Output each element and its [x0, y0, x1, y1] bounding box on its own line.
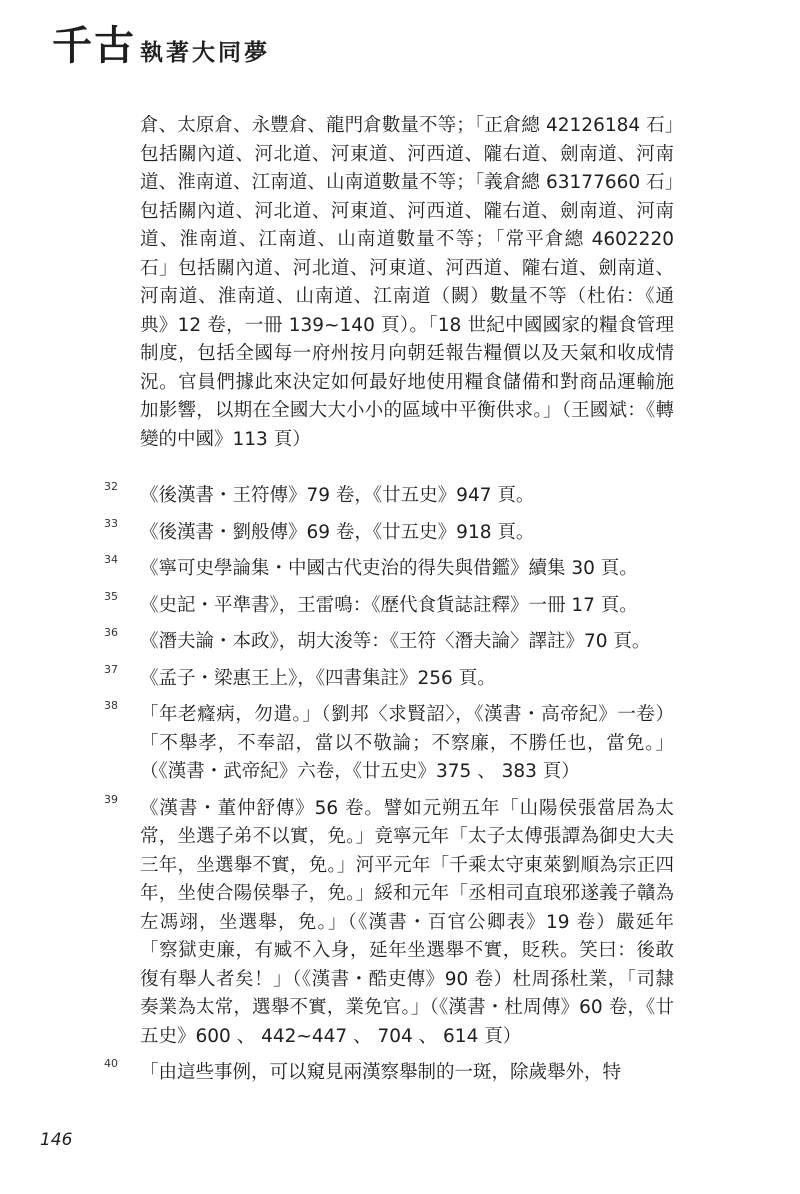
footnote-35: [0, 589, 800, 621]
footnote-text: 《漢書・董仲舒傳》56 卷。譬如元朔五年「山陽侯張當居為太常，坐選子弟不以實，免。」竟寧元年「太子太傅張譚為御史大夫三年，坐選舉不實，免。」河平元年「千乘太守東萊劉順為宗正四年，坐使合陽侯舉子，免。」綏和元年「丞相司直琅邪遂義子贛為左馮翊，坐選舉，免。」（《漢書・百官公卿表》19 卷）嚴延年「察獄吏廉，有臧不入身，延年坐選舉不實，貶秩。笑曰：後敢復有舉人者矣！」（《漢書・酷吏傳》90 卷）杜周孫杜業，「司隸奏業為太常，選舉不實，業免官。」（《漢書・杜周傳》60 卷，《廿五史》600 、 442~447 、 704 、 614 頁）: [140, 797, 674, 1047]
footnote-number: 32: [104, 480, 118, 493]
footnote-text: 「年老癃病，勿遣。」（劉邦〈求賢詔〉，《漢書・高帝紀》一卷）「不舉孝，不奉詔，當以不敬論；不察廉，不勝任也，當免。」（《漢書・武帝紀》六卷，《廿五史》375 、 383 頁）: [140, 704, 674, 782]
footnote-text: 《後漢書・劉般傳》69 卷，《廿五史》918 頁。: [140, 521, 535, 543]
header-title-sub: 執著大同夢: [140, 39, 270, 66]
footnote-number: 35: [104, 589, 118, 603]
footnote-text: 《後漢書・王符傳》79 卷，《廿五史》947 頁。: [140, 485, 535, 506]
footnote-text: 「由這些事例，可以窺見兩漢察舉制的一斑，除歲舉外，特: [140, 1062, 622, 1083]
footnote-text: 《寧可史學論集・中國古代吏治的得失與借鑑》續集 30 頁。: [140, 558, 638, 579]
footnote-38: [0, 701, 800, 787]
page-number: 146: [40, 1130, 73, 1150]
footnote-number: 39: [104, 792, 118, 806]
footnote-text: 《史記・平準書》，王雷鳴：《歷代食貨誌註釋》一冊 17 頁。: [140, 594, 638, 616]
header-title-main: 千古: [52, 22, 136, 69]
footnote-continuation: 倉、太原倉、永豐倉、龍門倉數量不等；「正倉總 42126184 石」包括關內道、河北道、河東道、河西道、隴右道、劍南道、河南道、淮南道、江南道、山南道數量不等；「義倉總 63177660 石」包括關內道、河北道、河東道、河西道、隴右道、劍南道、河南道、淮南道、江南道、山南道數量不等；「常平倉總 4602220 石」包括關內道、河北道、河東道、河西道、隴右道、劍南道、河南道、淮南道、山南道、江南道（闕）數量不等（杜佑：《通典》12 卷，一冊 139~140 頁）。「18 世紀中國國家的糧食管理制度，包括全國每一府州按月向朝廷報告糧價以及天氣和收成情況。官員們據此來決定如何最好地使用糧食儲備和對商品運輸施加影響，以期在全國大大小小的區域中平衡供求。」（王國斌：《轉變的中國》113 頁）: [140, 115, 674, 450]
footnote-number: 36: [104, 626, 118, 639]
footnote-list: [0, 482, 800, 1096]
footnote-text: 《孟子・梁惠王上》，《四書集註》256 頁。: [140, 667, 496, 689]
footnote-number: 37: [104, 662, 118, 676]
footnote-number: 33: [104, 516, 118, 530]
footnote-36: [0, 628, 800, 657]
running-header: [52, 22, 270, 69]
footnote-number: 38: [104, 699, 118, 712]
footnote-number: 34: [104, 553, 118, 566]
footnote-text: 《潛夫論・本政》，胡大浚等：《王符〈潛夫論〉譯註》70 頁。: [140, 631, 651, 652]
footnote-32: [0, 482, 800, 511]
footnote-37: [0, 662, 800, 694]
footnote-33: [0, 516, 800, 548]
footnote-number: 40: [104, 1057, 118, 1070]
footnote-39: [0, 792, 800, 1052]
footnote-34: [0, 555, 800, 584]
footnote-40: [0, 1059, 800, 1088]
